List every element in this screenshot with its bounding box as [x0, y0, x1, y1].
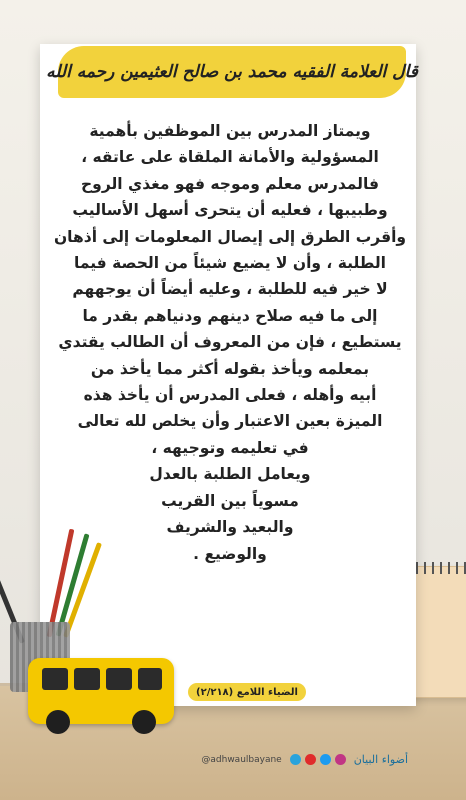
bus-window	[42, 668, 68, 690]
quote-line: مسوياً بين القريب	[161, 491, 299, 510]
bus-window	[106, 668, 132, 690]
social-handle: @adhwaulbayane	[201, 754, 282, 765]
quote-line: يستطيع ، فإن من المعروف أن الطالب يقتدي	[58, 333, 402, 352]
toy-school-bus	[28, 658, 174, 724]
header-banner	[46, 46, 418, 98]
bus-wheel	[132, 710, 156, 734]
quote-line: المسؤولية والأمانة الملقاة على عاتقه ،	[81, 148, 379, 167]
quote-line: ويمتاز المدرس بين الموظفين بأهمية	[89, 122, 371, 140]
quote-line: إلى ما فيه صلاح دينهم ودنياهم بقدر ما	[82, 306, 378, 325]
quote-line: وطبيبها ، فعليه أن يتحرى أسهل الأساليب	[72, 201, 388, 220]
quote-line: والبعيد والشريف	[166, 518, 294, 537]
quote-line: لا خير فيه للطلبة ، وعليه أيضاً أن يوجههم	[72, 280, 388, 299]
youtube-icon[interactable]	[305, 754, 316, 765]
quote-line: وأقرب الطرق إلى إيصال المعلومات إلى أذهان	[53, 227, 407, 246]
source-badge: الضياء اللامع (٢/٢١٨)	[188, 683, 306, 701]
bus-window	[74, 668, 100, 690]
bus-wheel	[46, 710, 70, 734]
quote-line: في تعليمه وتوجيهه ،	[151, 438, 309, 457]
quote-line: والوضيع .	[193, 544, 267, 563]
header-title: قال العلامة الفقيه محمد بن صالح العثيمين رحمه الله	[46, 62, 418, 82]
site-logo: أضواء البيان	[353, 753, 408, 766]
quote-line: ويعامل الطلبة بالعدل	[149, 465, 311, 484]
quote-line: بمعلمه ويأخذ بقوله أكثر مما يأخذ من	[90, 359, 370, 378]
quote-line: الميزة بعين الاعتبار وأن يخلص لله تعالى	[77, 412, 383, 431]
quote-line: الطلبة ، وأن لا يضيع شيئاً من الحصة فيما	[74, 254, 386, 273]
footer-social	[201, 753, 408, 766]
quote-line: فالمدرس معلم وموجه فهو مغذي الروح	[81, 174, 379, 193]
instagram-icon[interactable]	[335, 754, 346, 765]
quote-body	[52, 118, 408, 567]
twitter-icon[interactable]	[320, 754, 331, 765]
bus-window	[138, 668, 162, 690]
telegram-icon[interactable]	[290, 754, 301, 765]
quote-line: أبيه وأهله ، فعلى المدرس أن يأخذ هذه	[83, 386, 377, 405]
